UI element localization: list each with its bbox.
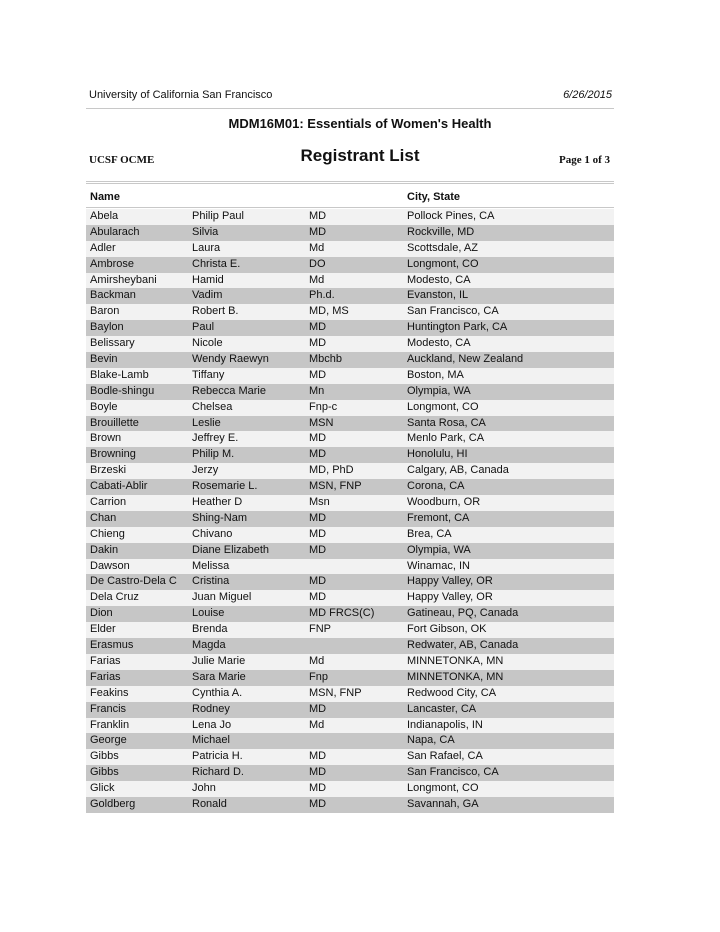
last-name-cell: Bodle-shingu — [90, 384, 155, 397]
table-row — [86, 431, 614, 447]
table-row — [86, 495, 614, 511]
last-name-cell: Browning — [90, 448, 136, 461]
degree-cell: MD — [309, 702, 327, 715]
city-state-cell: Calgary, AB, Canada — [407, 464, 509, 477]
first-name-cell: Hamid — [192, 273, 224, 286]
city-state-cell: Longmont, CO — [407, 257, 479, 270]
table-row — [86, 416, 614, 432]
city-state-cell: Happy Valley, OR — [407, 591, 493, 604]
table-row — [86, 384, 614, 400]
first-name-cell: Cynthia A. — [192, 686, 243, 699]
table-row — [86, 797, 614, 813]
column-header-city-state: City, State — [407, 191, 460, 203]
first-name-cell: Louise — [192, 607, 225, 620]
degree-cell: MD — [309, 591, 327, 604]
table-row — [86, 686, 614, 702]
city-state-cell: Huntington Park, CA — [407, 321, 508, 334]
first-name-cell: Laura — [192, 241, 221, 254]
city-state-cell: Longmont, CO — [407, 782, 479, 795]
table-row — [86, 257, 614, 273]
last-name-cell: Erasmus — [90, 639, 134, 652]
city-state-cell: Napa, CA — [407, 734, 455, 747]
city-state-cell: Woodburn, OR — [407, 496, 481, 509]
first-name-cell: Julie Marie — [192, 654, 246, 667]
first-name-cell: Silvia — [192, 225, 219, 238]
document-title: Registrant List — [300, 146, 420, 165]
table-row — [86, 765, 614, 781]
registrant-table — [86, 209, 614, 813]
city-state-cell: Gatineau, PQ, Canada — [407, 607, 519, 620]
city-state-cell: Modesto, CA — [407, 273, 471, 286]
degree-cell: MD — [309, 337, 327, 350]
degree-cell: MD, MS — [309, 305, 349, 318]
table-row — [86, 622, 614, 638]
first-name-cell: Shing-Nam — [192, 511, 248, 524]
degree-cell: Mn — [309, 384, 325, 397]
last-name-cell: Carrion — [90, 496, 127, 509]
table-row — [86, 654, 614, 670]
last-name-cell: Baylon — [90, 321, 124, 334]
degree-cell: MD — [309, 432, 327, 445]
last-name-cell: Farias — [90, 654, 121, 667]
degree-cell: Md — [309, 273, 325, 286]
header-divider — [86, 108, 614, 109]
last-name-cell: Bevin — [90, 353, 118, 366]
city-state-cell: Fort Gibson, OK — [407, 623, 487, 636]
first-name-cell: Cristina — [192, 575, 230, 588]
last-name-cell: Amirsheybani — [90, 273, 157, 286]
city-state-cell: Redwater, AB, Canada — [407, 639, 519, 652]
degree-cell: MD — [309, 368, 327, 381]
table-row — [86, 702, 614, 718]
first-name-cell: Vadim — [192, 289, 223, 302]
degree-cell: Md — [309, 718, 325, 731]
org-name: UCSF OCME — [89, 154, 155, 166]
table-row — [86, 574, 614, 590]
city-state-cell: MINNETONKA, MN — [407, 654, 504, 667]
first-name-cell: Christa E. — [192, 257, 241, 270]
last-name-cell: Baron — [90, 305, 120, 318]
city-state-cell: Brea, CA — [407, 527, 452, 540]
first-name-cell: Sara Marie — [192, 670, 246, 683]
first-name-cell: Philip Paul — [192, 210, 244, 222]
degree-cell: MD — [309, 750, 327, 763]
last-name-cell: Glick — [90, 782, 115, 795]
city-state-cell: Fremont, CA — [407, 511, 470, 524]
city-state-cell: Evanston, IL — [407, 289, 469, 302]
degree-cell: MD — [309, 543, 327, 556]
title-divider-secondary — [86, 183, 614, 184]
last-name-cell: Elder — [90, 623, 116, 636]
first-name-cell: Jeffrey E. — [192, 432, 239, 445]
table-row — [86, 273, 614, 289]
report-date: 6/26/2015 — [563, 89, 612, 101]
first-name-cell: Heather D — [192, 496, 243, 509]
degree-cell: MD — [309, 782, 327, 795]
first-name-cell: Lena Jo — [192, 718, 232, 731]
first-name-cell: John — [192, 782, 216, 795]
page-number: Page 1 of 3 — [558, 154, 610, 166]
last-name-cell: Goldberg — [90, 797, 136, 810]
last-name-cell: Gibbs — [90, 750, 119, 763]
last-name-cell: Boyle — [90, 400, 118, 413]
city-state-cell: Auckland, New Zealand — [407, 353, 524, 366]
degree-cell: MSN, FNP — [309, 686, 362, 699]
last-name-cell: Adler — [90, 241, 116, 254]
last-name-cell: Chieng — [90, 527, 125, 540]
table-row — [86, 320, 614, 336]
city-state-cell: San Francisco, CA — [407, 766, 499, 779]
degree-cell: Mbchb — [309, 353, 343, 366]
table-row — [86, 479, 614, 495]
last-name-cell: Dakin — [90, 543, 119, 556]
first-name-cell: Diane Elizabeth — [192, 543, 270, 556]
table-row — [86, 447, 614, 463]
column-header-divider — [86, 207, 614, 208]
city-state-cell: Longmont, CO — [407, 400, 479, 413]
degree-cell: Fnp — [309, 670, 328, 683]
degree-cell: Ph.d. — [309, 289, 335, 302]
table-row — [86, 733, 614, 749]
last-name-cell: De Castro-Dela C — [90, 575, 177, 588]
city-state-cell: Lancaster, CA — [407, 702, 477, 715]
first-name-cell: Rodney — [192, 702, 230, 715]
table-row — [86, 606, 614, 622]
course-title: MDM16M01: Essentials of Women's Health — [228, 116, 492, 131]
city-state-cell: Scottsdale, AZ — [407, 241, 478, 254]
city-state-cell: Corona, CA — [407, 480, 465, 493]
title-divider — [86, 181, 614, 182]
degree-cell: Msn — [309, 496, 330, 509]
first-name-cell: Brenda — [192, 623, 228, 636]
table-row — [86, 209, 614, 225]
degree-cell: MD FRCS(C) — [309, 607, 375, 620]
city-state-cell: Winamac, IN — [407, 559, 470, 572]
last-name-cell: Backman — [90, 289, 136, 302]
first-name-cell: Tiffany — [192, 368, 225, 381]
last-name-cell: Brouillette — [90, 416, 139, 429]
degree-cell: FNP — [309, 623, 331, 636]
first-name-cell: Nicole — [192, 337, 223, 350]
degree-cell: Fnp-c — [309, 400, 338, 413]
first-name-cell: Philip M. — [192, 448, 235, 461]
city-state-cell: Honolulu, HI — [407, 448, 468, 461]
table-row — [86, 749, 614, 765]
city-state-cell: San Rafael, CA — [407, 750, 483, 763]
degree-cell: MD, PhD — [309, 464, 354, 477]
city-state-cell: Modesto, CA — [407, 337, 471, 350]
last-name-cell: Cabati-Ablir — [90, 480, 148, 493]
first-name-cell: Melissa — [192, 559, 230, 572]
column-header-name: Name — [90, 191, 120, 203]
last-name-cell: Dion — [90, 607, 113, 620]
last-name-cell: Dawson — [90, 559, 130, 572]
degree-cell: MD — [309, 527, 327, 540]
last-name-cell: Chan — [90, 511, 117, 524]
table-row — [86, 400, 614, 416]
table-row — [86, 463, 614, 479]
city-state-cell: Pollock Pines, CA — [407, 210, 495, 222]
institution-name: University of California San Francisco — [89, 89, 273, 101]
first-name-cell: Rosemarie L. — [192, 480, 258, 493]
first-name-cell: Richard D. — [192, 766, 244, 779]
last-name-cell: Dela Cruz — [90, 591, 139, 604]
degree-cell: Md — [309, 241, 325, 254]
degree-cell: DO — [309, 257, 326, 270]
city-state-cell: Olympia, WA — [407, 543, 471, 556]
city-state-cell: Boston, MA — [407, 368, 464, 381]
degree-cell: MD — [309, 575, 327, 588]
last-name-cell: Brown — [90, 432, 122, 445]
last-name-cell: Ambrose — [90, 257, 135, 270]
table-row — [86, 241, 614, 257]
last-name-cell: Franklin — [90, 718, 130, 731]
degree-cell: Md — [309, 654, 325, 667]
first-name-cell: Paul — [192, 321, 215, 334]
table-row — [86, 527, 614, 543]
degree-cell: MSN, FNP — [309, 480, 362, 493]
table-row — [86, 718, 614, 734]
city-state-cell: Menlo Park, CA — [407, 432, 485, 445]
degree-cell: MD — [309, 448, 327, 461]
city-state-cell: Rockville, MD — [407, 225, 475, 238]
table-row — [86, 511, 614, 527]
degree-cell: MD — [309, 511, 327, 524]
first-name-cell: Jerzy — [192, 464, 219, 477]
city-state-cell: MINNETONKA, MN — [407, 670, 504, 683]
table-row — [86, 368, 614, 384]
table-row — [86, 225, 614, 241]
last-name-cell: Abularach — [90, 225, 140, 238]
table-row — [86, 590, 614, 606]
table-row — [86, 543, 614, 559]
city-state-cell: Santa Rosa, CA — [407, 416, 486, 429]
city-state-cell: Redwood City, CA — [407, 686, 497, 699]
first-name-cell: Patricia H. — [192, 750, 243, 763]
table-row — [86, 781, 614, 797]
table-row — [86, 304, 614, 320]
first-name-cell: Wendy Raewyn — [192, 353, 269, 366]
first-name-cell: Ronald — [192, 797, 227, 810]
table-row — [86, 559, 614, 575]
last-name-cell: Farias — [90, 670, 121, 683]
degree-cell: MD — [309, 797, 327, 810]
last-name-cell: Gibbs — [90, 766, 119, 779]
city-state-cell: Savannah, GA — [407, 797, 479, 810]
degree-cell: MD — [309, 225, 327, 238]
table-row — [86, 670, 614, 686]
city-state-cell: Indianapolis, IN — [407, 718, 483, 731]
last-name-cell: Belissary — [90, 337, 135, 350]
degree-cell: MSN — [309, 416, 334, 429]
city-state-cell: Happy Valley, OR — [407, 575, 493, 588]
first-name-cell: Robert B. — [192, 305, 239, 318]
first-name-cell: Magda — [192, 639, 226, 652]
degree-cell: MD — [309, 766, 327, 779]
table-row — [86, 352, 614, 368]
last-name-cell: Francis — [90, 702, 127, 715]
last-name-cell: Brzeski — [90, 464, 127, 477]
first-name-cell: Rebecca Marie — [192, 384, 266, 397]
city-state-cell: San Francisco, CA — [407, 305, 499, 318]
first-name-cell: Chelsea — [192, 400, 233, 413]
last-name-cell: Abela — [90, 210, 119, 222]
table-row — [86, 336, 614, 352]
first-name-cell: Michael — [192, 734, 230, 747]
degree-cell: MD — [309, 321, 327, 334]
first-name-cell: Leslie — [192, 416, 221, 429]
last-name-cell: George — [90, 734, 127, 747]
first-name-cell: Juan Miguel — [192, 591, 252, 604]
first-name-cell: Chivano — [192, 527, 233, 540]
last-name-cell: Feakins — [90, 686, 129, 699]
table-row — [86, 638, 614, 654]
city-state-cell: Olympia, WA — [407, 384, 471, 397]
last-name-cell: Blake-Lamb — [90, 368, 149, 381]
degree-cell: MD — [309, 210, 327, 222]
table-row — [86, 288, 614, 304]
